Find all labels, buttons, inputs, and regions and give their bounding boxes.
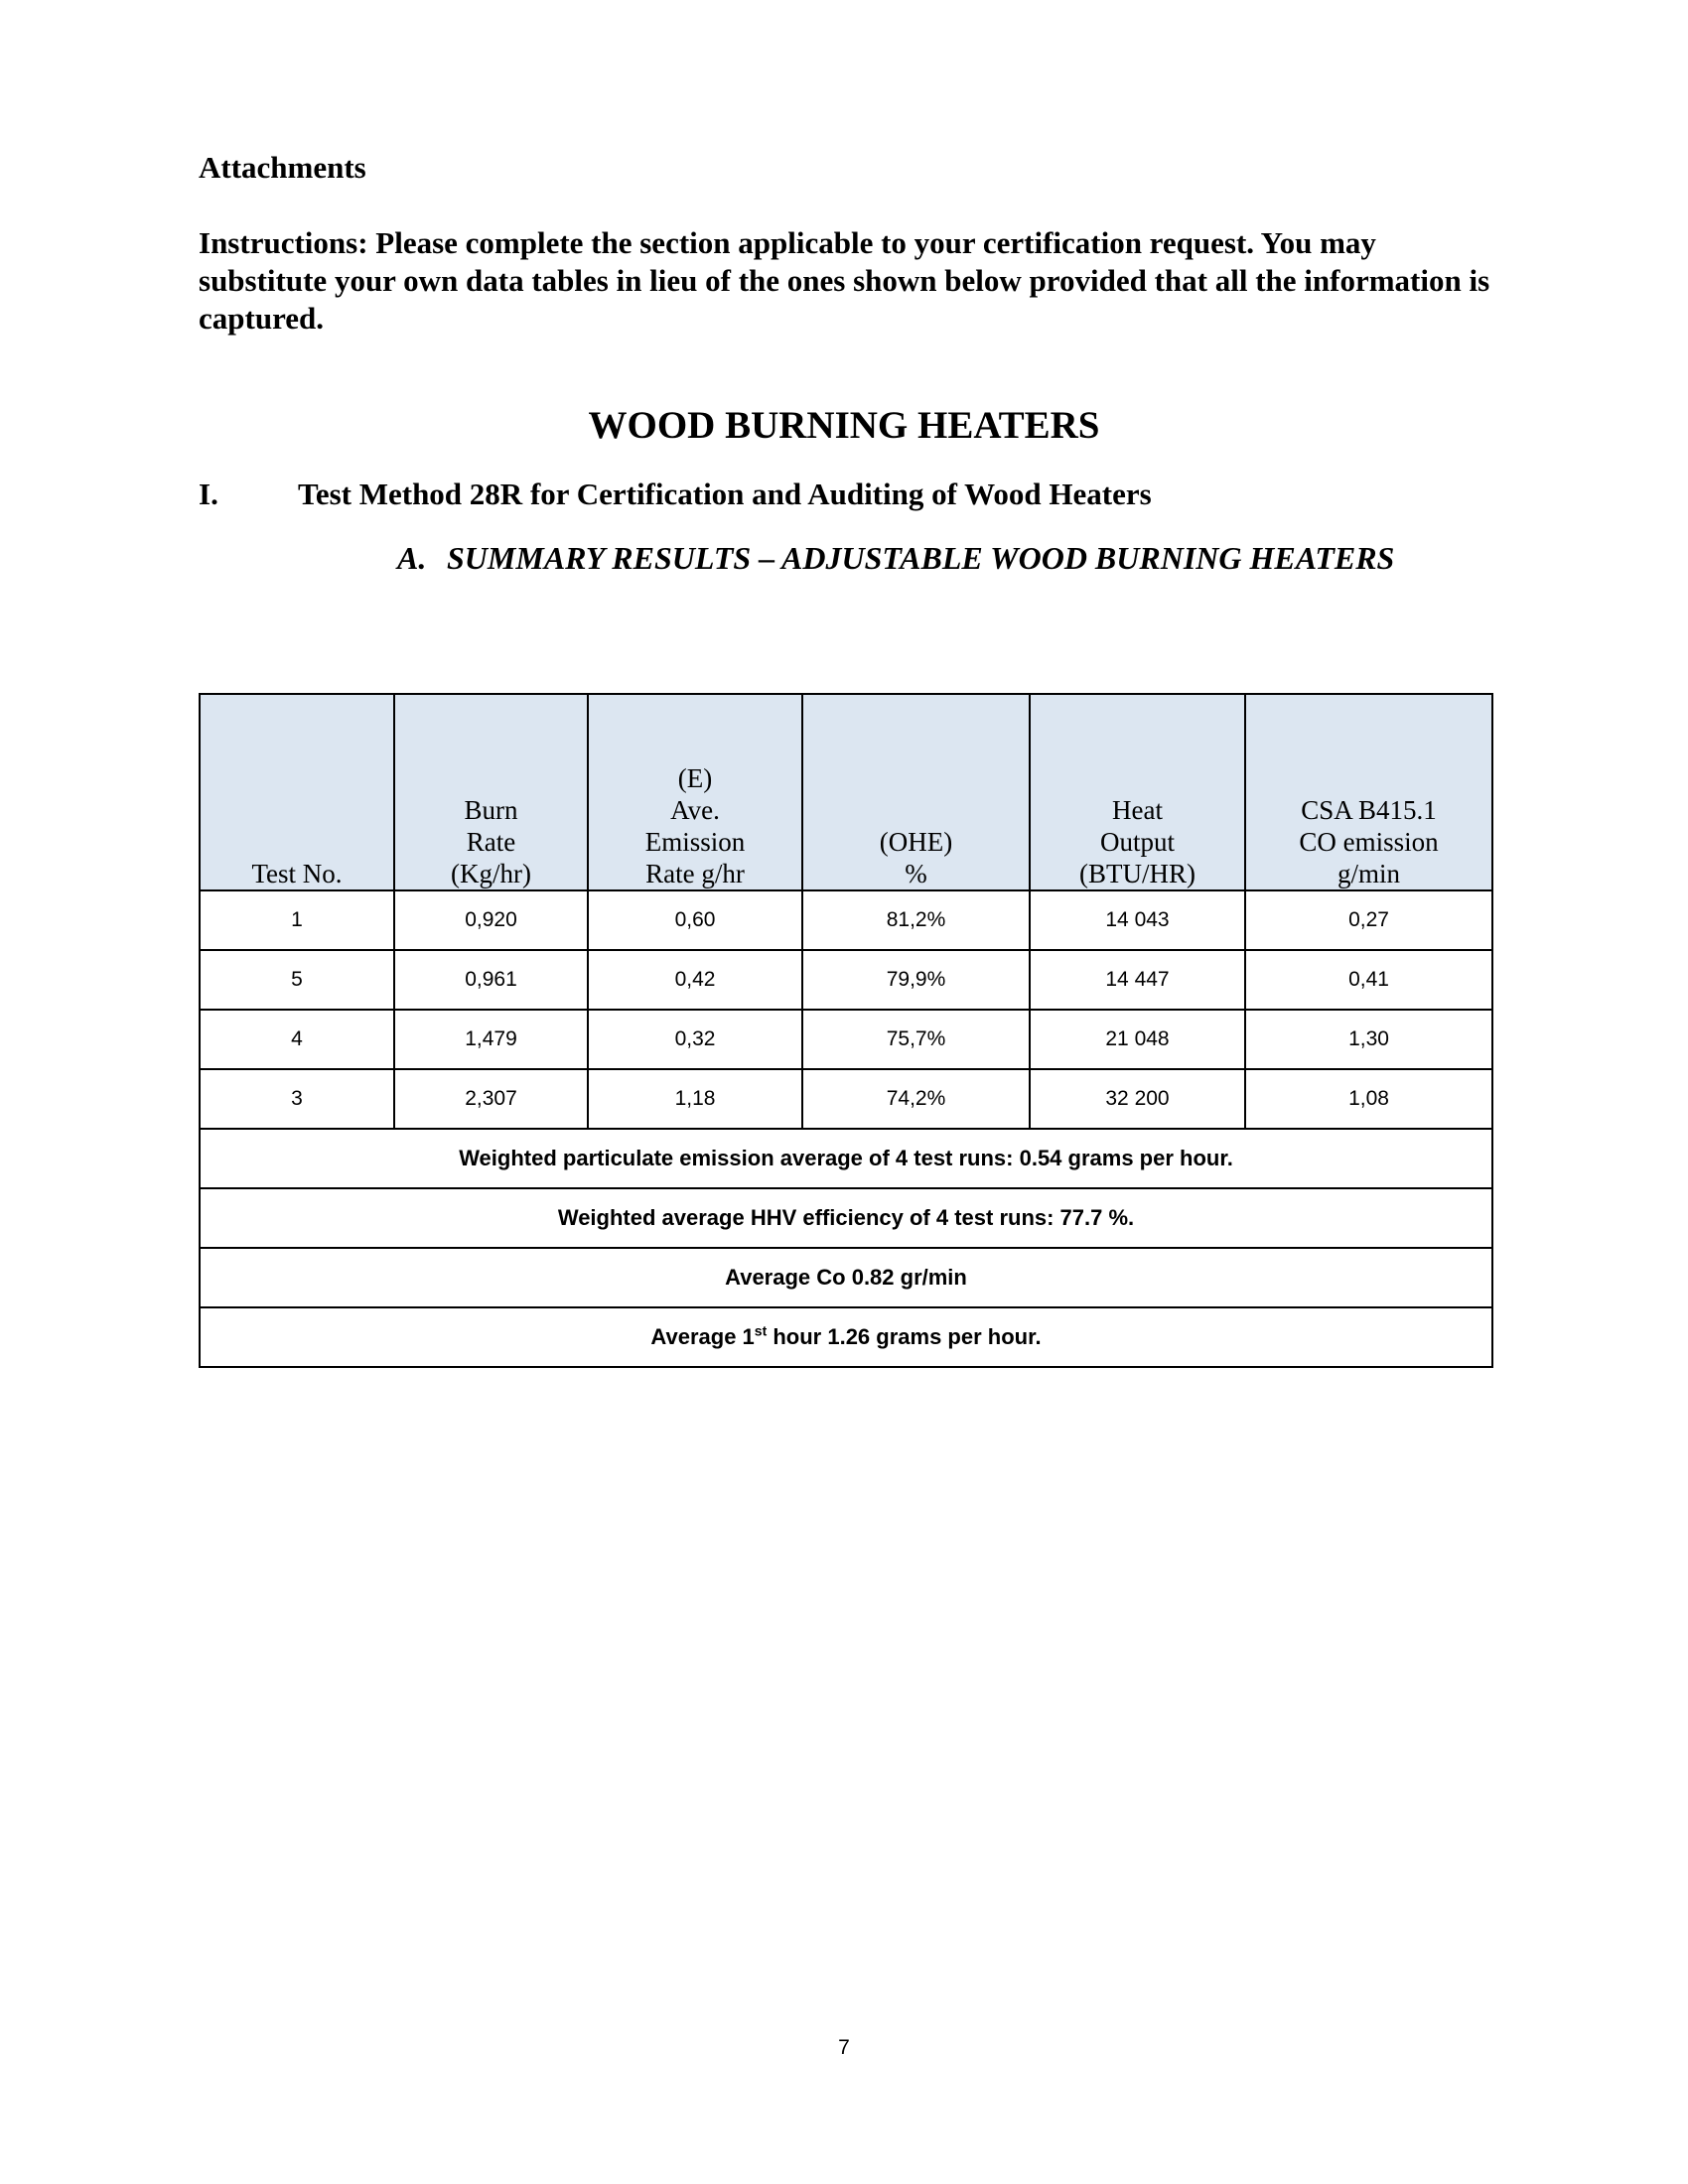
cell-heat-output: 21 048: [1030, 1010, 1245, 1069]
cell-test-no: 1: [200, 890, 394, 950]
cell-co-emission: 1,08: [1245, 1069, 1492, 1129]
subsection-letter: A.: [397, 540, 427, 576]
cell-ohe: 74,2%: [802, 1069, 1030, 1129]
cell-test-no: 5: [200, 950, 394, 1010]
cell-emission-rate: 0,32: [588, 1010, 802, 1069]
first-hour-superscript: st: [754, 1322, 768, 1339]
header-heat-output: Heat Output (BTU/HR): [1030, 694, 1245, 890]
cell-emission-rate: 0,60: [588, 890, 802, 950]
summary-efficiency: Weighted average HHV efficiency of 4 test runs: 77.7 %.: [200, 1188, 1492, 1248]
page-number: 7: [838, 2036, 850, 2059]
cell-ohe: 81,2%: [802, 890, 1030, 950]
cell-burn-rate: 0,920: [394, 890, 588, 950]
subsection-title: SUMMARY RESULTS – ADJUSTABLE WOOD BURNING HEATERS: [447, 540, 1395, 576]
cell-heat-output: 32 200: [1030, 1069, 1245, 1129]
table-row: [200, 950, 1492, 1010]
cell-ohe: 75,7%: [802, 1010, 1030, 1069]
section-number: I.: [199, 477, 218, 511]
cell-co-emission: 1,30: [1245, 1010, 1492, 1069]
table-header-row: [200, 694, 1492, 890]
summary-row-first-hour: [200, 1307, 1492, 1367]
header-test-no: Test No.: [200, 694, 394, 890]
cell-burn-rate: 0,961: [394, 950, 588, 1010]
table-row: [200, 1069, 1492, 1129]
cell-burn-rate: 2,307: [394, 1069, 588, 1129]
cell-emission-rate: 0,42: [588, 950, 802, 1010]
summary-results-table: [199, 693, 1493, 1368]
section-title: Test Method 28R for Certification and Auditing of Wood Heaters: [298, 477, 1152, 511]
first-hour-suffix: hour 1.26 grams per hour.: [767, 1324, 1042, 1349]
table-row: [200, 1010, 1492, 1069]
header-emission-rate: (E) Ave. Emission Rate g/hr: [588, 694, 802, 890]
cell-emission-rate: 1,18: [588, 1069, 802, 1129]
cell-co-emission: 0,27: [1245, 890, 1492, 950]
summary-row-particulate: [200, 1129, 1492, 1188]
summary-first-hour: [200, 1307, 1492, 1367]
header-co-emission: CSA B415.1 CO emission g/min: [1245, 694, 1492, 890]
cell-test-no: 4: [200, 1010, 394, 1069]
summary-particulate: Weighted particulate emission average of 4 test runs: 0.54 grams per hour.: [200, 1129, 1492, 1188]
page-title: WOOD BURNING HEATERS: [588, 404, 1100, 447]
summary-co-average: Average Co 0.82 gr/min: [200, 1248, 1492, 1307]
header-burn-rate: Burn Rate (Kg/hr): [394, 694, 588, 890]
summary-row-efficiency: [200, 1188, 1492, 1248]
first-hour-prefix: Average 1: [650, 1324, 755, 1349]
cell-heat-output: 14 043: [1030, 890, 1245, 950]
cell-heat-output: 14 447: [1030, 950, 1245, 1010]
header-ohe: (OHE) %: [802, 694, 1030, 890]
cell-ohe: 79,9%: [802, 950, 1030, 1010]
cell-test-no: 3: [200, 1069, 394, 1129]
cell-burn-rate: 1,479: [394, 1010, 588, 1069]
instructions-text: Instructions: Please complete the section applicable to your certification request. You may substitute your own data tables in lieu of the ones shown below provided that all the information is captured.: [199, 225, 1490, 336]
attachments-heading: Attachments: [199, 150, 366, 185]
table-row: [200, 890, 1492, 950]
summary-row-co-average: [200, 1248, 1492, 1307]
cell-co-emission: 0,41: [1245, 950, 1492, 1010]
subsection-heading: [397, 539, 1394, 577]
